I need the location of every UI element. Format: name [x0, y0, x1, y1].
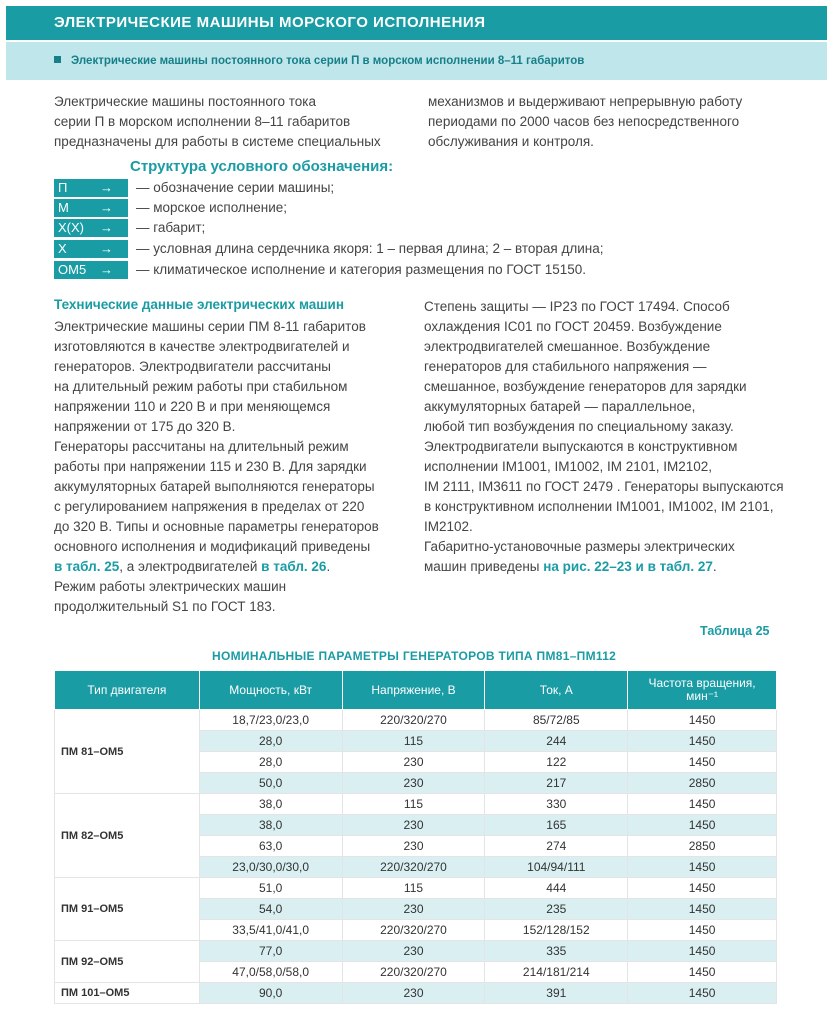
- arrow-right-icon: →: [100, 241, 113, 256]
- table-cell: 230: [342, 815, 485, 836]
- text-line: машин приведены на рис. 22–23 и в табл. 27.: [424, 559, 717, 574]
- text-line: основного исполнения и модификаций приведены: [54, 539, 371, 554]
- table-cell: 85/72/85: [485, 710, 628, 731]
- engine-type-cell: ПМ 91–ОМ5: [55, 878, 200, 941]
- intro-line: Электрические машины постоянного тока: [54, 94, 316, 109]
- subsection-header: [6, 42, 827, 80]
- table-cell: 214/181/214: [485, 962, 628, 983]
- table-cell: 28,0: [199, 752, 342, 773]
- text-line: IM 2111, IM3611 по ГОСТ 2479 . Генераторы выпускаются: [424, 479, 784, 494]
- table-cell: 220/320/270: [342, 920, 485, 941]
- table-row: [55, 941, 777, 962]
- table-cell: 1450: [628, 815, 777, 836]
- text-line: генераторов для стабильного напряжения —: [424, 359, 707, 374]
- table-cell: 51,0: [199, 878, 342, 899]
- table-cell: 1450: [628, 920, 777, 941]
- table-cell: 23,0/30,0/30,0: [199, 857, 342, 878]
- table-cell: 50,0: [199, 773, 342, 794]
- table-cell: 220/320/270: [342, 710, 485, 731]
- text-line: аккумуляторных батарей — параллельное,: [424, 399, 696, 414]
- intro-line: периодами по 2000 часов без непосредственного: [428, 114, 740, 129]
- column-header: Ток, А: [485, 671, 628, 710]
- table-cell: 230: [342, 773, 485, 794]
- arrow-right-icon: →: [100, 220, 113, 235]
- text-line: Электрические машины серии ПМ 8-11 габаритов: [54, 319, 366, 334]
- intro-line: предназначены для работы в системе специальных: [54, 134, 381, 149]
- table-cell: 47,0/58,0/58,0: [199, 962, 342, 983]
- table-cell: 54,0: [199, 899, 342, 920]
- text-line: аккумуляторных батарей выполняются генераторы: [54, 479, 375, 494]
- tech-right: [424, 297, 794, 577]
- table-cell: 1450: [628, 731, 777, 752]
- table-26-link[interactable]: в табл. 26: [261, 559, 327, 574]
- code-box: Х: [54, 240, 128, 258]
- code-box: П: [54, 179, 128, 197]
- table-cell: 330: [485, 794, 628, 815]
- text-line: Электродвигатели выпускаются в конструктивном: [424, 439, 738, 454]
- table-cell: 335: [485, 941, 628, 962]
- table-cell: 152/128/152: [485, 920, 628, 941]
- text-line: охлаждения IC01 по ГОСТ 20459. Возбуждение: [424, 319, 722, 334]
- table-cell: 38,0: [199, 794, 342, 815]
- table-cell: 122: [485, 752, 628, 773]
- generators-table: [54, 670, 777, 1004]
- text-line: Генераторы рассчитаны на длительный режим: [54, 439, 349, 454]
- engine-type-cell: ПМ 82–ОМ5: [55, 794, 200, 878]
- table-row: [55, 878, 777, 899]
- table-cell: 217: [485, 773, 628, 794]
- table-cell: 115: [342, 878, 485, 899]
- column-header: Напряжение, В: [342, 671, 485, 710]
- column-header: Тип двигателя: [55, 671, 200, 710]
- table-cell: 1450: [628, 983, 777, 1004]
- engine-type-cell: ПМ 92–ОМ5: [55, 941, 200, 983]
- intro-line: серии П в морском исполнении 8–11 габаритов: [54, 114, 351, 129]
- table-cell: 235: [485, 899, 628, 920]
- text-line: в конструктивном исполнении IM1001, IM1002, IM 2101,: [424, 499, 774, 514]
- table-row: [55, 983, 777, 1004]
- table-cell: 2850: [628, 773, 777, 794]
- table-cell: 90,0: [199, 983, 342, 1004]
- code-box: М: [54, 199, 128, 217]
- table-cell: 230: [342, 941, 485, 962]
- tech-left: [54, 317, 414, 617]
- tech-title: Технические данные электрических машин: [54, 297, 344, 312]
- table-cell: 18,7/23,0/23,0: [199, 710, 342, 731]
- code-description: — габарит;: [136, 220, 206, 235]
- table-cell: 230: [342, 836, 485, 857]
- text-line: изготовляются в качестве электродвигателей и: [54, 339, 350, 354]
- text-line: любой тип возбуждения по специальному заказу.: [424, 419, 734, 434]
- text-line: продолжительный S1 по ГОСТ 183.: [54, 599, 276, 614]
- text-line: на длительный режим работы при стабильном: [54, 379, 348, 394]
- column-header: Мощность, кВт: [199, 671, 342, 710]
- engine-type-cell: ПМ 81–ОМ5: [55, 710, 200, 794]
- code-description: — обозначение серии машины;: [136, 180, 335, 195]
- text-line: IM2102.: [424, 519, 473, 534]
- table-cell: 38,0: [199, 815, 342, 836]
- table-cell: 391: [485, 983, 628, 1004]
- table-cell: 165: [485, 815, 628, 836]
- table-cell: 1450: [628, 794, 777, 815]
- figures-link[interactable]: на рис. 22–23 и в табл. 27: [543, 559, 713, 574]
- section-title: ЭЛЕКТРИЧЕСКИЕ МАШИНЫ МОРСКОГО ИСПОЛНЕНИЯ: [54, 14, 486, 31]
- table-cell: 1450: [628, 878, 777, 899]
- arrow-right-icon: →: [100, 180, 113, 195]
- table-cell: 1450: [628, 941, 777, 962]
- text-line: смешанное, возбуждение генераторов для зарядки: [424, 379, 747, 394]
- engine-type-cell: ПМ 101–ОМ5: [55, 983, 200, 1004]
- table-cell: 1450: [628, 710, 777, 731]
- text-line: напряжении 110 и 220 В и при меняющемся: [54, 399, 331, 414]
- table-cell: 1450: [628, 962, 777, 983]
- table-row: [55, 794, 777, 815]
- table-cell: 77,0: [199, 941, 342, 962]
- table-25-link[interactable]: в табл. 25: [54, 559, 120, 574]
- table-label: Таблица 25: [700, 624, 770, 638]
- table-cell: 230: [342, 899, 485, 920]
- table-cell: 220/320/270: [342, 857, 485, 878]
- square-bullet-icon: [54, 56, 61, 63]
- table-cell: 104/94/111: [485, 857, 628, 878]
- arrow-right-icon: →: [100, 262, 113, 277]
- table-cell: 1450: [628, 857, 777, 878]
- text-line: электродвигателей смешанное. Возбуждение: [424, 339, 711, 354]
- text-line: в табл. 25, а электродвигателей в табл. 26.: [54, 559, 331, 574]
- text-line: исполнении IM1001, IM1002, IM 2101, IM2102,: [424, 459, 713, 474]
- table-cell: 444: [485, 878, 628, 899]
- table-row: [55, 710, 777, 731]
- table-title: НОМИНАЛЬНЫЕ ПАРАМЕТРЫ ГЕНЕРАТОРОВ ТИПА ПМ81–ПМ112: [212, 649, 617, 663]
- table-cell: 33,5/41,0/41,0: [199, 920, 342, 941]
- section-header: [6, 6, 827, 40]
- column-header: Частота вращения, мин⁻¹: [628, 671, 777, 710]
- text-line: с регулированием напряжения в пределах от 220: [54, 499, 365, 514]
- table-cell: 244: [485, 731, 628, 752]
- text-line: до 320 В. Типы и основные параметры генераторов: [54, 519, 379, 534]
- table-cell: 230: [342, 752, 485, 773]
- table-cell: 2850: [628, 836, 777, 857]
- table-cell: 115: [342, 794, 485, 815]
- subsection-title: Электрические машины постоянного тока серии П в морском исполнении 8–11 габаритов: [71, 55, 585, 67]
- table-cell: 63,0: [199, 836, 342, 857]
- code-description: — климатическое исполнение и категория размещения по ГОСТ 15150.: [136, 262, 587, 277]
- text-line: генераторов. Электродвигатели рассчитаны: [54, 359, 331, 374]
- code-box: ОМ5: [54, 261, 128, 279]
- intro-right: [428, 92, 788, 152]
- table-cell: 274: [485, 836, 628, 857]
- table-cell: 220/320/270: [342, 962, 485, 983]
- table-cell: 1450: [628, 752, 777, 773]
- table-cell: 230: [342, 983, 485, 1004]
- intro-line: обслуживания и контроля.: [428, 134, 594, 149]
- text-line: работы при напряжении 115 и 230 В. Для зарядки: [54, 459, 367, 474]
- text-line: Габаритно-установочные размеры электрических: [424, 539, 735, 554]
- text-line: Степень защиты — IP23 по ГОСТ 17494. Способ: [424, 299, 730, 314]
- table-cell: 1450: [628, 899, 777, 920]
- code-description: — условная длина сердечника якоря: 1 – первая длина; 2 – вторая длина;: [136, 241, 604, 256]
- text-line: Режим работы электрических машин: [54, 579, 287, 594]
- intro-line: механизмов и выдерживают непрерывную работу: [428, 94, 743, 109]
- intro-left: [54, 92, 404, 152]
- table-header-row: [55, 671, 777, 710]
- structure-title: Структура условного обозначения:: [130, 158, 394, 175]
- text-line: напряжении от 175 до 320 В.: [54, 419, 236, 434]
- table-cell: 115: [342, 731, 485, 752]
- code-description: — морское исполнение;: [136, 200, 288, 215]
- arrow-right-icon: →: [100, 200, 113, 215]
- code-box: Х(Х): [54, 219, 128, 237]
- table-cell: 28,0: [199, 731, 342, 752]
